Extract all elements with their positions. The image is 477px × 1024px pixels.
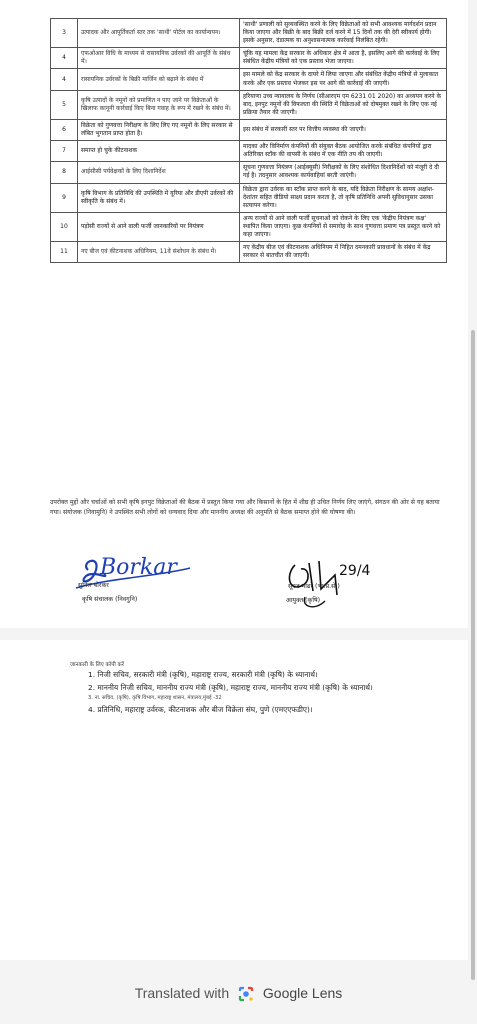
issue-cell: कृषि उत्पादों के नमूनों को प्रमाणित न पाए जाने पर विक्रेताओं के खिलाफ कानूनी कार्रवाई किए बिना गवाह के रूप में रखने के संबंध में। [78, 90, 240, 119]
issue-cell: विक्रेता को गुणवत्ता निरीक्षण के लिए लिए गए नमूनों के लिए सरकार से लंबित भुगतान प्राप्त होता है। [78, 119, 240, 140]
signature-right-name: सूरज मांढरे (भा.प्र.से.) [288, 583, 340, 590]
closing-paragraph: उपरोक्त मुद्दों और चर्चाओं को सभी कृषि इनपुट विक्रेताओं की बैठक में प्रस्तुत किया गया और किसानों के हित में शीघ्र ही उचित निर्णय लिए जाएंगे, संगठन की ओर से यह बताया गया। संयोजक (निवामुनि) ने उपस्थित सभी लोगों को धन्यवाद दिया और माननीय अध्यक्ष की अनुमति से बैठक समाप्त होने की घोषणा की। [50, 499, 440, 516]
copy-to-item: 2. माननीय निजी सचिव, माननीय राज्य मंत्री (कृषि), महाराष्ट्र राज्य, माननीय राज्य मंत्री (कृषि) के ध्यानार्थ। [88, 682, 373, 692]
minutes-table [50, 18, 447, 263]
translated-with-label: Translated with [134, 985, 230, 1001]
table-row [51, 19, 447, 48]
decision-cell: सूचना गुणवत्ता नियंत्रण (आईक्यूसी) निरीक्षकों के लिए संशोधित दिशानिर्देशों को मंजूरी दे दी गई है। तदनुसार आवश्यक कार्यवाहियां बरती जाएंगी। [240, 162, 447, 183]
row-number: 4 [51, 48, 78, 69]
signature-right-title: आयुक्त (कृषि) [286, 597, 321, 604]
row-number: 3 [51, 19, 78, 48]
decision-cell: विक्रेता द्वारा उर्वरक का स्टॉक प्राप्त करने के बाद, यदि विक्रेता निरीक्षण के सामय अक्षांश-देशांतर सहित वीडियो साक्ष्य प्रदान करता है, तो कृषि प्रतिनिधि अपनी सुविधानुसार उसका सत्यापन करेगा। [240, 183, 447, 212]
issue-cell: समाप्त हो चुके कीटनाशक [78, 141, 240, 162]
copy-to-item: 3. ना. सचिव, (कृषि), कृषि विभाग, महाराष्ट्र शासन, मंत्रालय,मुंबई -32 [88, 695, 222, 702]
row-number: 7 [51, 141, 78, 162]
decision-cell: चूंकि यह मामला केंद्र सरकार के अधिकार क्षेत्र में आता है, इसलिए आगे की कार्रवाई के लिए संबंधित केंद्रीय मंत्रियों को एक प्रस्ताव भेजा जाएगा। [240, 48, 447, 69]
table-row [51, 90, 447, 119]
issue-cell: पड़ोसी राज्यों से आने वाली फर्जी जानकारियों पर नियंत्रण [78, 212, 240, 241]
issue-cell: उत्पादक और आपूर्तिकर्ता स्तर तक 'साथी' पोर्टल का कार्यान्वयन। [78, 19, 240, 48]
decision-cell: अन्य राज्यों से आने वाली फर्जी सूचनाओं को रोकने के लिए एक 'केंद्रीय नियंत्रण कक्ष' स्थापित किया जाएगा। कुछ कंपनियों से समारोह के साथ गुणवत्ता प्रमाण पत्र प्रस्तुत करने को कहा जाएगा। [240, 212, 447, 241]
google-lens-label: Google Lens [262, 985, 343, 1001]
issue-cell: नए बीज एवं कीटनाशक अधिनियम, 11वें संशोधन के संबंध में। [78, 242, 240, 263]
decision-cell: नए केंद्रीय बीज एवं कीटनाशक अधिनियम में निहित दमनकारी प्रावधानों के संबंध में केंद्र सरकार से बातचीत की जाएगी। [240, 242, 447, 263]
table-row [51, 48, 447, 69]
signature-right-image [275, 545, 395, 615]
table-row [51, 119, 447, 140]
signature-left-name: सुनिल बोरकर [78, 582, 109, 589]
row-number: 5 [51, 90, 78, 119]
signature-right-scribble: 29/4 [339, 563, 371, 579]
signature-left-scribble: Borkar [100, 555, 177, 580]
copy-to-item: 4. प्रतिनिधि, महाराष्ट्र उर्वरक, कीटनाशक और बीज विक्रेता संघ, पुणे (एमएएफडीए)। [88, 705, 313, 714]
table-row [51, 162, 447, 183]
decision-cell: इस संबंध में सरकारी स्तर पर वित्तीय व्यवस्था की जाएगी। [240, 119, 447, 140]
issue-cell: कृषि विभाग के प्रतिनिधि की उपस्थिति में यूरिया और डीएपी उर्वरकों की स्वीकृति के संबंध में। [78, 183, 240, 212]
issue-cell: रासायनिक उर्वरकों के बिक्री मार्जिन को बढ़ाने के संबंध में [78, 69, 240, 90]
google-lens-icon [237, 985, 255, 1003]
issue-cell: एफओआर विधि के माध्यम से रासायनिक उर्वरकों की आपूर्ति के संबंध में। [78, 48, 240, 69]
table-row [51, 183, 447, 212]
vertical-scrollbar[interactable] [471, 330, 475, 980]
copy-to-item: 1. निजी सचिव, सरकारी मंत्री (कृषि), महाराष्ट्र राज्य, सरकारी मंत्री (कृषि) के ध्यानार्थ। [88, 670, 318, 679]
row-number: 9 [51, 183, 78, 212]
table-row [51, 69, 447, 90]
copy-to-heading: जानकारी के लिए कॉपी करें [70, 662, 124, 668]
row-number: 11 [51, 242, 78, 263]
table-row [51, 242, 447, 263]
row-number: 10 [51, 212, 78, 241]
decision-cell: 'साथी' प्रणाली को सुव्यवस्थित करने के लिए विक्रेताओं को सभी आवश्यक मार्गदर्शन प्रदान किया जाएगा और बिक्री के बाद बिक्री दर्ज करने में 15 दिनों तक की देरी स्वीकार्य होगी। इसके अनुसार, दंडात्मक या अनुशासनात्मक कार्रवाई निलंबित रहेगी। [240, 19, 447, 48]
signature-left-title: कृषि संचालक (निवगुनि) [82, 596, 138, 603]
table-row [51, 141, 447, 162]
row-number: 4 [51, 69, 78, 90]
decision-cell: इस मामले को केंद्र सरकार के दायरे में लिया जाएगा और संबंधित केंद्रीय मंत्रियों से मुलाकात करके और एक प्रस्ताव भेजकर इस पर आगे की कार्रवाई की जाएगी। [240, 69, 447, 90]
row-number: 8 [51, 162, 78, 183]
row-number: 6 [51, 119, 78, 140]
copy-to-list [88, 670, 448, 718]
table-row [51, 212, 447, 241]
decision-cell: हरियाणा उच्च न्यायालय के निर्णय (सीआरएम एम 6231 01 2020) का अध्ययन करने के बाद, इनपुट नमूनों की विफलता की स्थिति में विक्रेताओं को दोषमुक्त रखने के लिए एक नई प्रक्रिया तैयार की जाएगी। [240, 90, 447, 119]
decision-cell: मादका और विनिर्माण कंपनियों की संयुक्त बैठक आयोजित करके संबंधित कंपनियों द्वारा अतिरिक्त स्टॉक की वापसी के संबंध में एक नीति तय की जाएगी। [240, 141, 447, 162]
issue-cell: आईसीसी पर्यवेक्षकों के लिए दिशानिर्देश [78, 162, 240, 183]
translated-with-google-lens-footer [0, 985, 477, 1015]
